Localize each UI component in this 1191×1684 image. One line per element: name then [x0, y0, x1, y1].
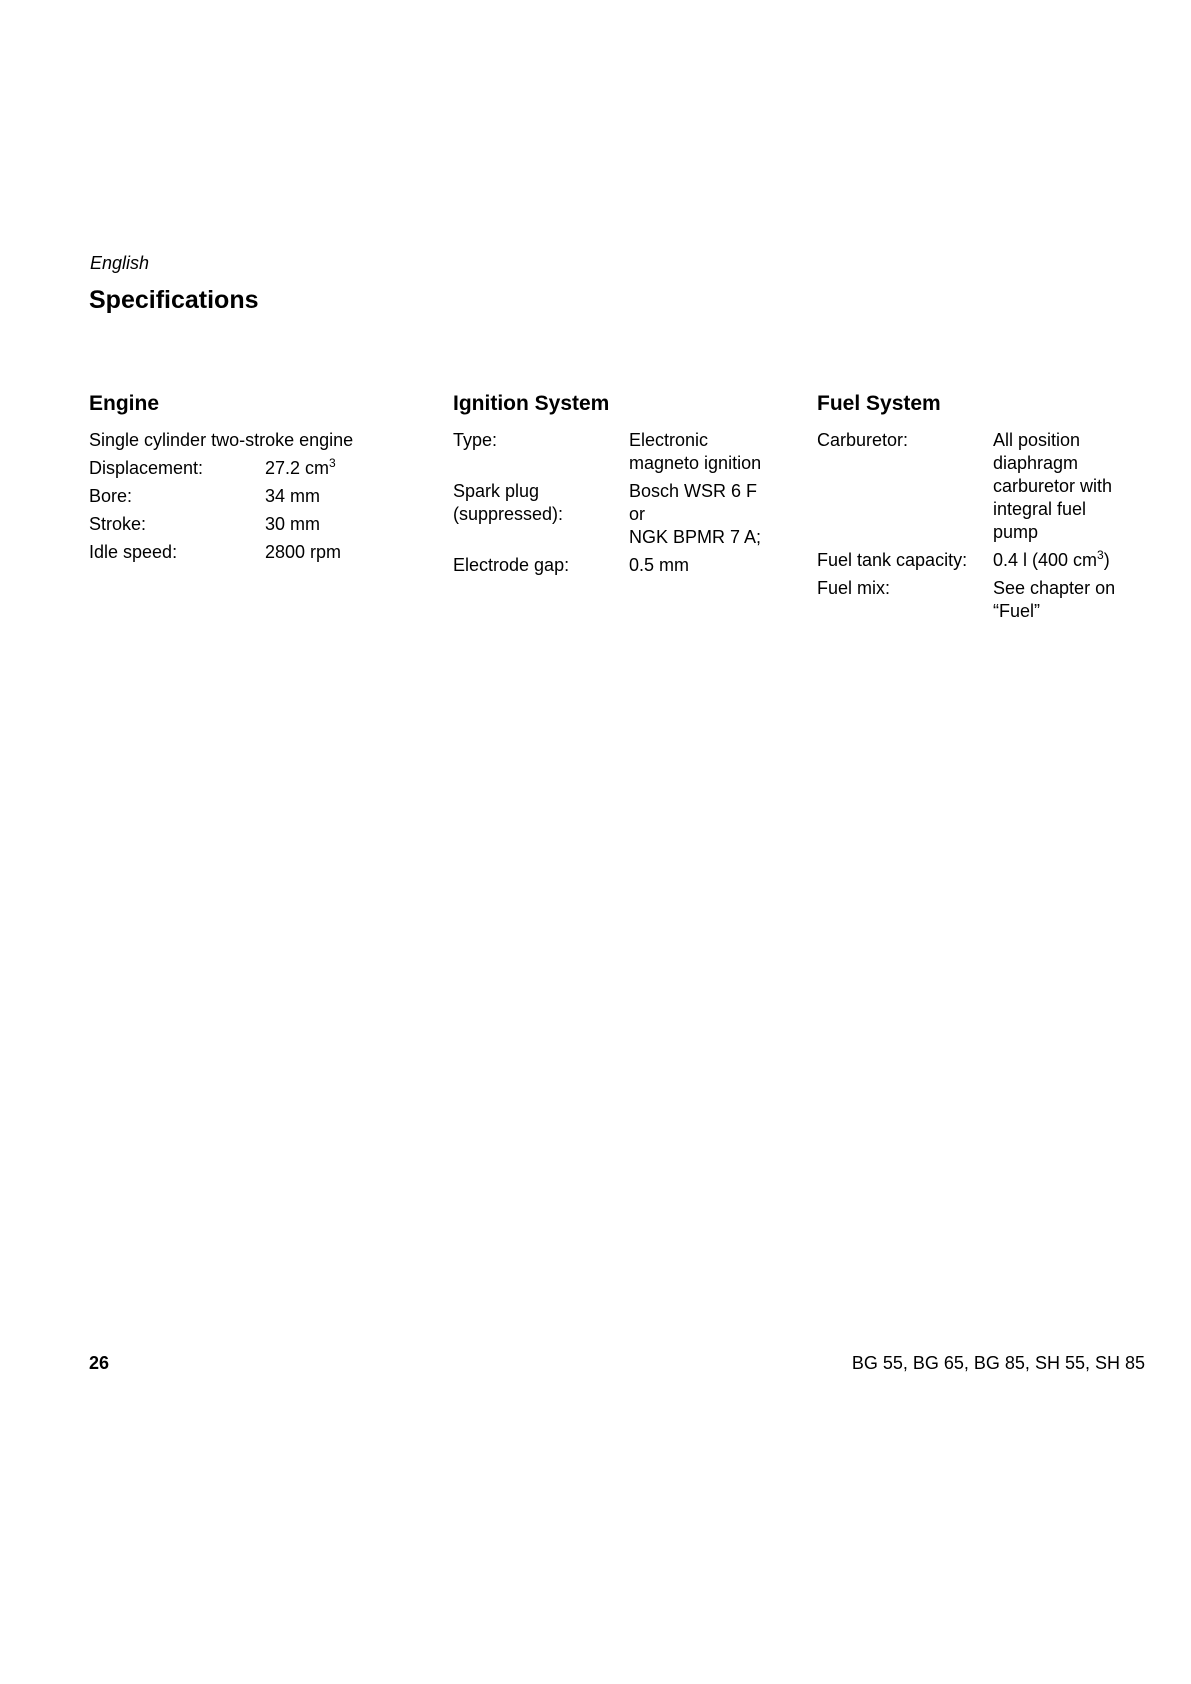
- engine-section: [89, 392, 434, 569]
- spec-label: Type:: [453, 430, 498, 450]
- spec-label: Electrode gap:: [453, 555, 570, 575]
- spec-row-displacement: [89, 457, 434, 480]
- spec-row-carburetor: [817, 429, 1162, 544]
- spec-label: Stroke:: [89, 514, 147, 534]
- spec-row-fuel-mix: [817, 577, 1162, 623]
- spec-label: Carburetor:: [817, 430, 909, 450]
- spec-value: 27.2 $cm^3$: [265, 456, 336, 478]
- spec-value: Bosch WSR 6 F or NGK BPMR 7 A;: [629, 481, 762, 547]
- ignition-heading: Ignition System: [453, 392, 610, 415]
- engine-heading: Engine: [89, 392, 160, 415]
- spec-value: All position diaphragm carburetor with integral fuel pump: [993, 430, 1113, 542]
- spec-value: See chapter on “Fuel”: [993, 578, 1116, 621]
- spec-label: Fuel tank capacity:: [817, 550, 968, 570]
- spec-value: 0.4 l (400 $cm^3$): [993, 548, 1110, 570]
- spec-value: 2800 rpm: [265, 542, 342, 562]
- page-title: Specifications: [89, 286, 259, 314]
- language-label: English: [90, 253, 150, 273]
- spec-row-idle-speed: [89, 541, 434, 564]
- spec-label: Idle speed:: [89, 542, 178, 562]
- spec-label: Fuel mix:: [817, 578, 891, 598]
- ignition-section: [453, 392, 798, 582]
- spec-value: 0.5 mm: [629, 555, 690, 575]
- spec-row-electrode-gap: [453, 554, 798, 577]
- spec-row-stroke: [89, 513, 434, 536]
- spec-value: Electronic magneto ignition: [629, 430, 762, 473]
- spec-value: 34 mm: [265, 486, 321, 506]
- spec-label: Spark plug (suppressed):: [453, 481, 564, 524]
- page-number: 26: [89, 1353, 110, 1373]
- spec-label: Bore:: [89, 486, 133, 506]
- spec-row-fuel-tank-capacity: [817, 549, 1162, 572]
- fuel-heading: Fuel System: [817, 392, 941, 415]
- spec-value: 30 mm: [265, 514, 321, 534]
- spec-row-bore: [89, 485, 434, 508]
- spec-row-spark-plug: [453, 480, 798, 549]
- engine-intro: Single cylinder two-stroke engine: [89, 430, 354, 450]
- model-list: BG 55, BG 65, BG 85, SH 55, SH 85: [851, 1353, 1145, 1373]
- spec-label: Displacement:: [89, 458, 204, 478]
- fuel-section: [817, 392, 1162, 628]
- spec-row-type: [453, 429, 798, 475]
